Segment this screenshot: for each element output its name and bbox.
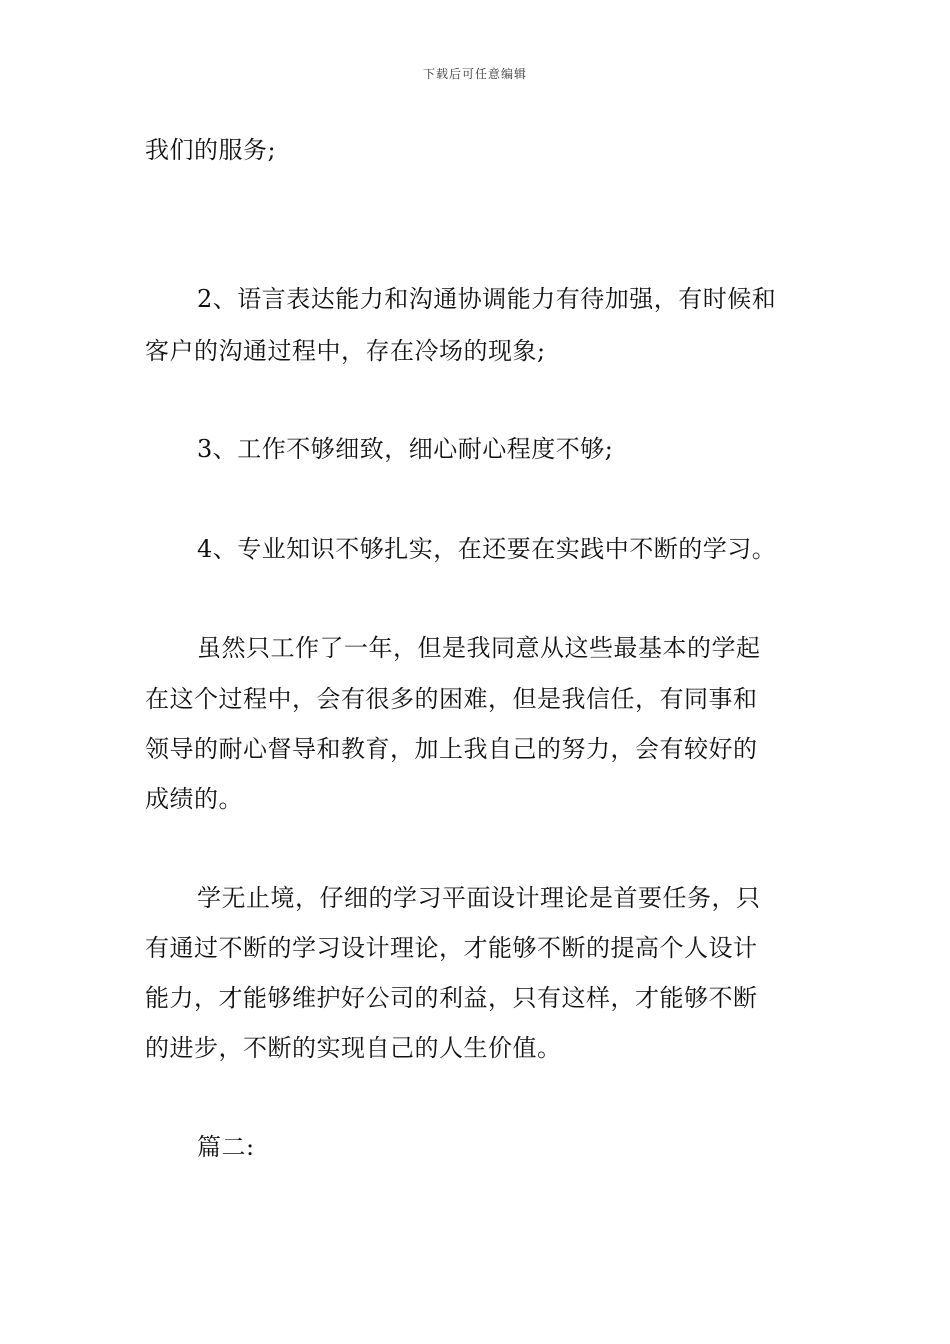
text-line: 有通过不断的学习设计理论，才能够不断的提高个人设计 <box>145 934 758 962</box>
text-line: 学无止境，仔细的学习平面设计理论是首要任务，只 <box>197 884 761 912</box>
text-line: 3、工作不够细致，细心耐心程度不够; <box>197 435 614 463</box>
text-line: 成绩的。 <box>145 785 243 813</box>
text-line: 的进步，不断的实现自己的人生价值。 <box>145 1034 562 1062</box>
text-line: 客户的沟通过程中，存在冷场的现象; <box>145 337 546 365</box>
text-line: 4、专业知识不够扎实，在还要在实践中不断的学习。 <box>197 535 777 563</box>
text-line: 在这个过程中，会有很多的困难，但是我信任，有同事和 <box>145 685 758 713</box>
text-line: 领导的耐心督导和教育，加上我自己的努力，会有较好的 <box>145 735 758 763</box>
text-line: 能力，才能够维护好公司的利益，只有这样，才能够不断 <box>145 984 758 1012</box>
text-line: 虽然只工作了一年，但是我同意从这些最基本的学起 <box>197 634 761 662</box>
text-line: 2、语言表达能力和沟通协调能力有待加强，有时候和 <box>197 285 777 313</box>
section-heading: 篇二: <box>197 1133 255 1161</box>
text-line: 我们的服务; <box>145 136 277 164</box>
page-header: 下载后可任意编辑 <box>422 67 527 81</box>
